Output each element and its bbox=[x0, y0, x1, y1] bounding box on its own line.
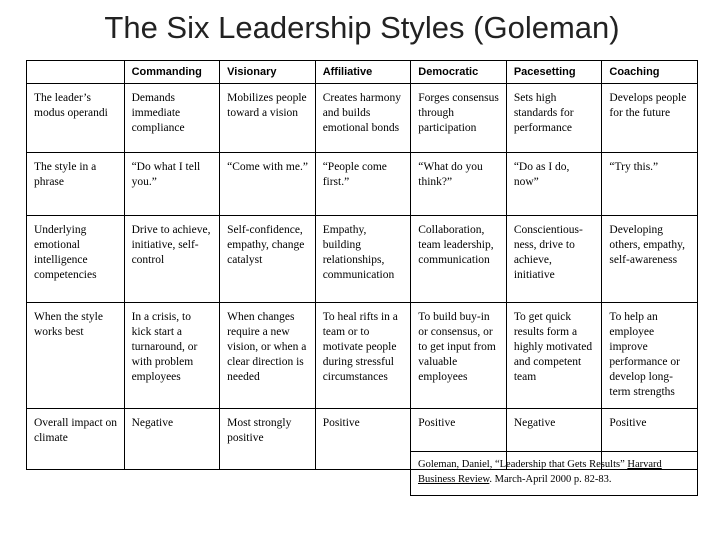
cell-works-commanding: In a crisis, to kick start a turnaround, or with problem employees bbox=[124, 302, 220, 408]
column-header-pacesetting: Pacesetting bbox=[506, 61, 602, 84]
leadership-styles-table-wrapper bbox=[26, 60, 698, 470]
cell-impact-coaching: Positive bbox=[602, 408, 698, 469]
citation-source-part2: Business Review bbox=[418, 474, 490, 486]
row-header-competencies: Underlying emotional intelligence competencies bbox=[27, 215, 125, 302]
cell-modus-affiliative: Creates harmony and builds emotional bonds bbox=[315, 83, 411, 152]
cell-modus-pacesetting: Sets high standards for performance bbox=[506, 83, 602, 152]
cell-impact-commanding: Negative bbox=[124, 408, 220, 469]
cell-competencies-affiliative: Empathy, building relationships, communication bbox=[315, 215, 411, 302]
page-title: The Six Leadership Styles (Goleman) bbox=[104, 10, 620, 45]
row-header-works-best: When the style works best bbox=[27, 302, 125, 408]
table-body bbox=[27, 83, 698, 469]
cell-phrase-pacesetting: “Do as I do, now” bbox=[506, 152, 602, 215]
row-header-modus-operandi: The leader’s modus operandi bbox=[27, 83, 125, 152]
cell-impact-pacesetting: Negative bbox=[506, 408, 602, 469]
cell-phrase-coaching: “Try this.” bbox=[602, 152, 698, 215]
cell-impact-visionary: Most strongly positive bbox=[220, 408, 316, 469]
leadership-styles-table bbox=[26, 60, 698, 470]
column-header-democratic: Democratic bbox=[411, 61, 507, 84]
column-header-coaching: Coaching bbox=[602, 61, 698, 84]
column-header-visionary: Visionary bbox=[220, 61, 316, 84]
row-header-style-phrase: The style in a phrase bbox=[27, 152, 125, 215]
cell-phrase-affiliative: “People come first.” bbox=[315, 152, 411, 215]
cell-phrase-democratic: “What do you think?” bbox=[411, 152, 507, 215]
table-header bbox=[27, 61, 698, 84]
cell-impact-affiliative: Positive bbox=[315, 408, 411, 469]
row-header-overall-impact: Overall impact on climate bbox=[27, 408, 125, 469]
table-row bbox=[27, 83, 698, 152]
document-page bbox=[0, 10, 724, 534]
citation-author: Goleman, Daniel, “Leadership that Gets Results” bbox=[418, 459, 628, 471]
table-corner-cell bbox=[27, 61, 125, 84]
cell-modus-democratic: Forges consensus through participation bbox=[411, 83, 507, 152]
cell-works-visionary: When changes require a new vision, or when a clear direction is needed bbox=[220, 302, 316, 408]
cell-phrase-commanding: “Do what I tell you.” bbox=[124, 152, 220, 215]
cell-competencies-pacesetting: Conscientious-ness, drive to achieve, initiative bbox=[506, 215, 602, 302]
cell-works-affiliative: To heal rifts in a team or to motivate people during stressful circumstances bbox=[315, 302, 411, 408]
table-row bbox=[27, 302, 698, 408]
table-row bbox=[27, 152, 698, 215]
citation-detail: . March-April 2000 p. 82-83. bbox=[489, 474, 612, 486]
cell-modus-visionary: Mobilizes people toward a vision bbox=[220, 83, 316, 152]
column-header-affiliative: Affiliative bbox=[315, 61, 411, 84]
cell-competencies-coaching: Developing others, empathy, self-awareness bbox=[602, 215, 698, 302]
cell-modus-coaching: Develops people for the future bbox=[602, 83, 698, 152]
table-row bbox=[27, 215, 698, 302]
cell-competencies-commanding: Drive to achieve, initiative, self-control bbox=[124, 215, 220, 302]
table-header-row bbox=[27, 61, 698, 84]
cell-competencies-visionary: Self-confidence, empathy, change catalyst bbox=[220, 215, 316, 302]
cell-modus-commanding: Demands immediate compliance bbox=[124, 83, 220, 152]
cell-works-democratic: To build buy-in or consensus, or to get input from valuable employees bbox=[411, 302, 507, 408]
cell-works-pacesetting: To get quick results form a highly motivated and competent team bbox=[506, 302, 602, 408]
cell-works-coaching: To help an employee improve performance or develop long-term strengths bbox=[602, 302, 698, 408]
citation-source-part1: Harvard bbox=[627, 459, 662, 471]
column-header-commanding: Commanding bbox=[124, 61, 220, 84]
cell-impact-democratic: Positive bbox=[411, 408, 507, 469]
cell-competencies-democratic: Collaboration, team leadership, communication bbox=[411, 215, 507, 302]
source-citation bbox=[410, 451, 698, 496]
cell-phrase-visionary: “Come with me.” bbox=[220, 152, 316, 215]
